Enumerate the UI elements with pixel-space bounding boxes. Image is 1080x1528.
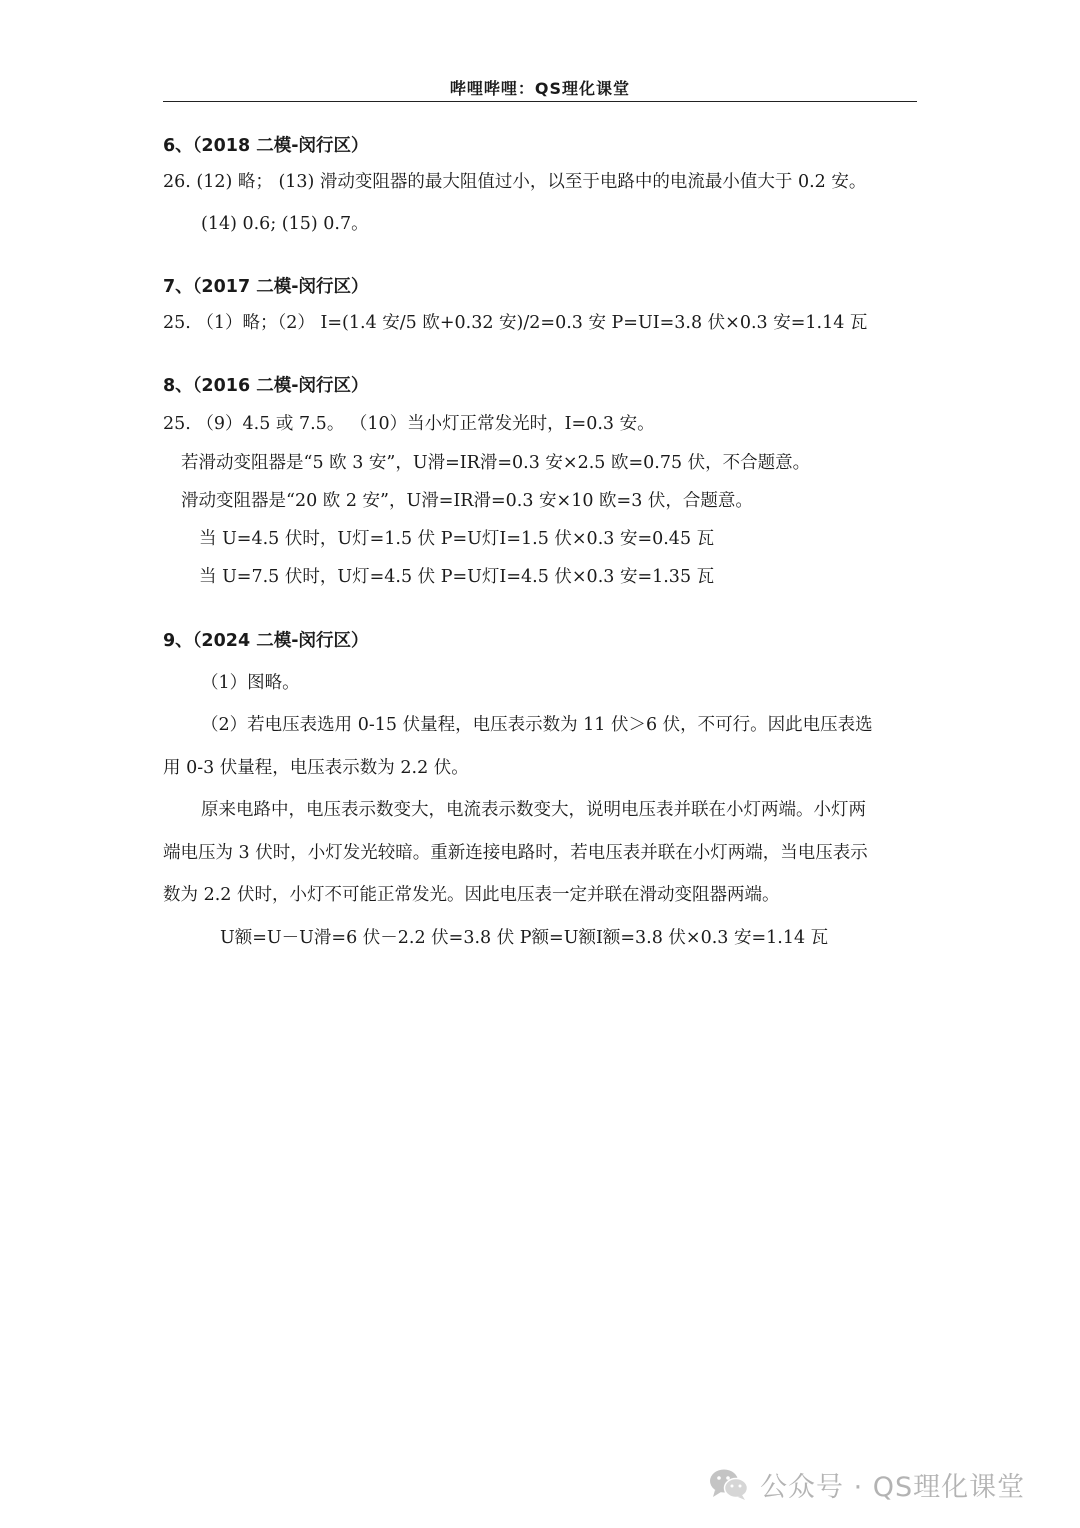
watermark xyxy=(708,1464,1025,1504)
answer-line: （1）图略。 xyxy=(201,673,300,693)
section-title-8: 8、（2016 二模-闵行区） xyxy=(163,376,369,396)
answer-line: （2）若电压表选用 0-15 伏量程，电压表示数为 11 伏＞6 伏，不可行。因此电压表选 xyxy=(201,715,873,735)
answer-line: 25. （9）4.5 或 7.5。 （10）当小灯正常发光时，I=0.3 安。 xyxy=(163,414,655,434)
page-header-title: 哔哩哔哩：QS理化课堂 xyxy=(449,79,631,98)
answer-line: 原来电路中，电压表示数变大，电流表示数变大，说明电压表并联在小灯两端。小灯两 xyxy=(201,800,866,820)
watermark-text: 公众号 · QS理化课堂 xyxy=(760,1471,1026,1503)
answer-line: 当 U=4.5 伏时，U灯=1.5 伏 P=U灯I=1.5 伏×0.3 安=0.45 瓦 xyxy=(199,529,715,549)
header-divider xyxy=(163,101,917,102)
answer-line: 数为 2.2 伏时，小灯不可能正常发光。因此电压表一定并联在滑动变阻器两端。 xyxy=(163,885,780,905)
answer-line: 用 0-3 伏量程，电压表示数为 2.2 伏。 xyxy=(163,758,469,778)
wechat-icon xyxy=(708,1466,750,1502)
section-title-9: 9、（2024 二模-闵行区） xyxy=(163,631,369,651)
answer-line: 若滑动变阻器是“5 欧 3 安”，U滑=IR滑=0.3 安×2.5 欧=0.75 伏，不合题意。 xyxy=(181,453,811,473)
answer-line: 25. （1）略；（2） I=(1.4 安/5 欧+0.32 安)/2=0.3 安 P=UI=3.8 伏×0.3 安=1.14 瓦 xyxy=(163,313,868,333)
answer-line: U额=U－U滑=6 伏－2.2 伏=3.8 伏 P额=U额I额=3.8 伏×0.3 安=1.14 瓦 xyxy=(220,928,829,948)
answer-line: 当 U=7.5 伏时，U灯=4.5 伏 P=U灯I=4.5 伏×0.3 安=1.35 瓦 xyxy=(199,567,715,587)
answer-line: (14) 0.6; (15) 0.7。 xyxy=(201,214,369,234)
answer-line: 26. (12) 略； (13) 滑动变阻器的最大阻值过小，以至于电路中的电流最小值大于 0.2 安。 xyxy=(163,172,867,192)
section-title-6: 6、（2018 二模-闵行区） xyxy=(163,136,369,156)
answer-line: 滑动变阻器是“20 欧 2 安”，U滑=IR滑=0.3 安×10 欧=3 伏，合题意。 xyxy=(181,491,753,511)
section-title-7: 7、（2017 二模-闵行区） xyxy=(163,277,369,297)
answer-line: 端电压为 3 伏时，小灯发光较暗。重新连接电路时，若电压表并联在小灯两端，当电压表示 xyxy=(163,843,868,863)
